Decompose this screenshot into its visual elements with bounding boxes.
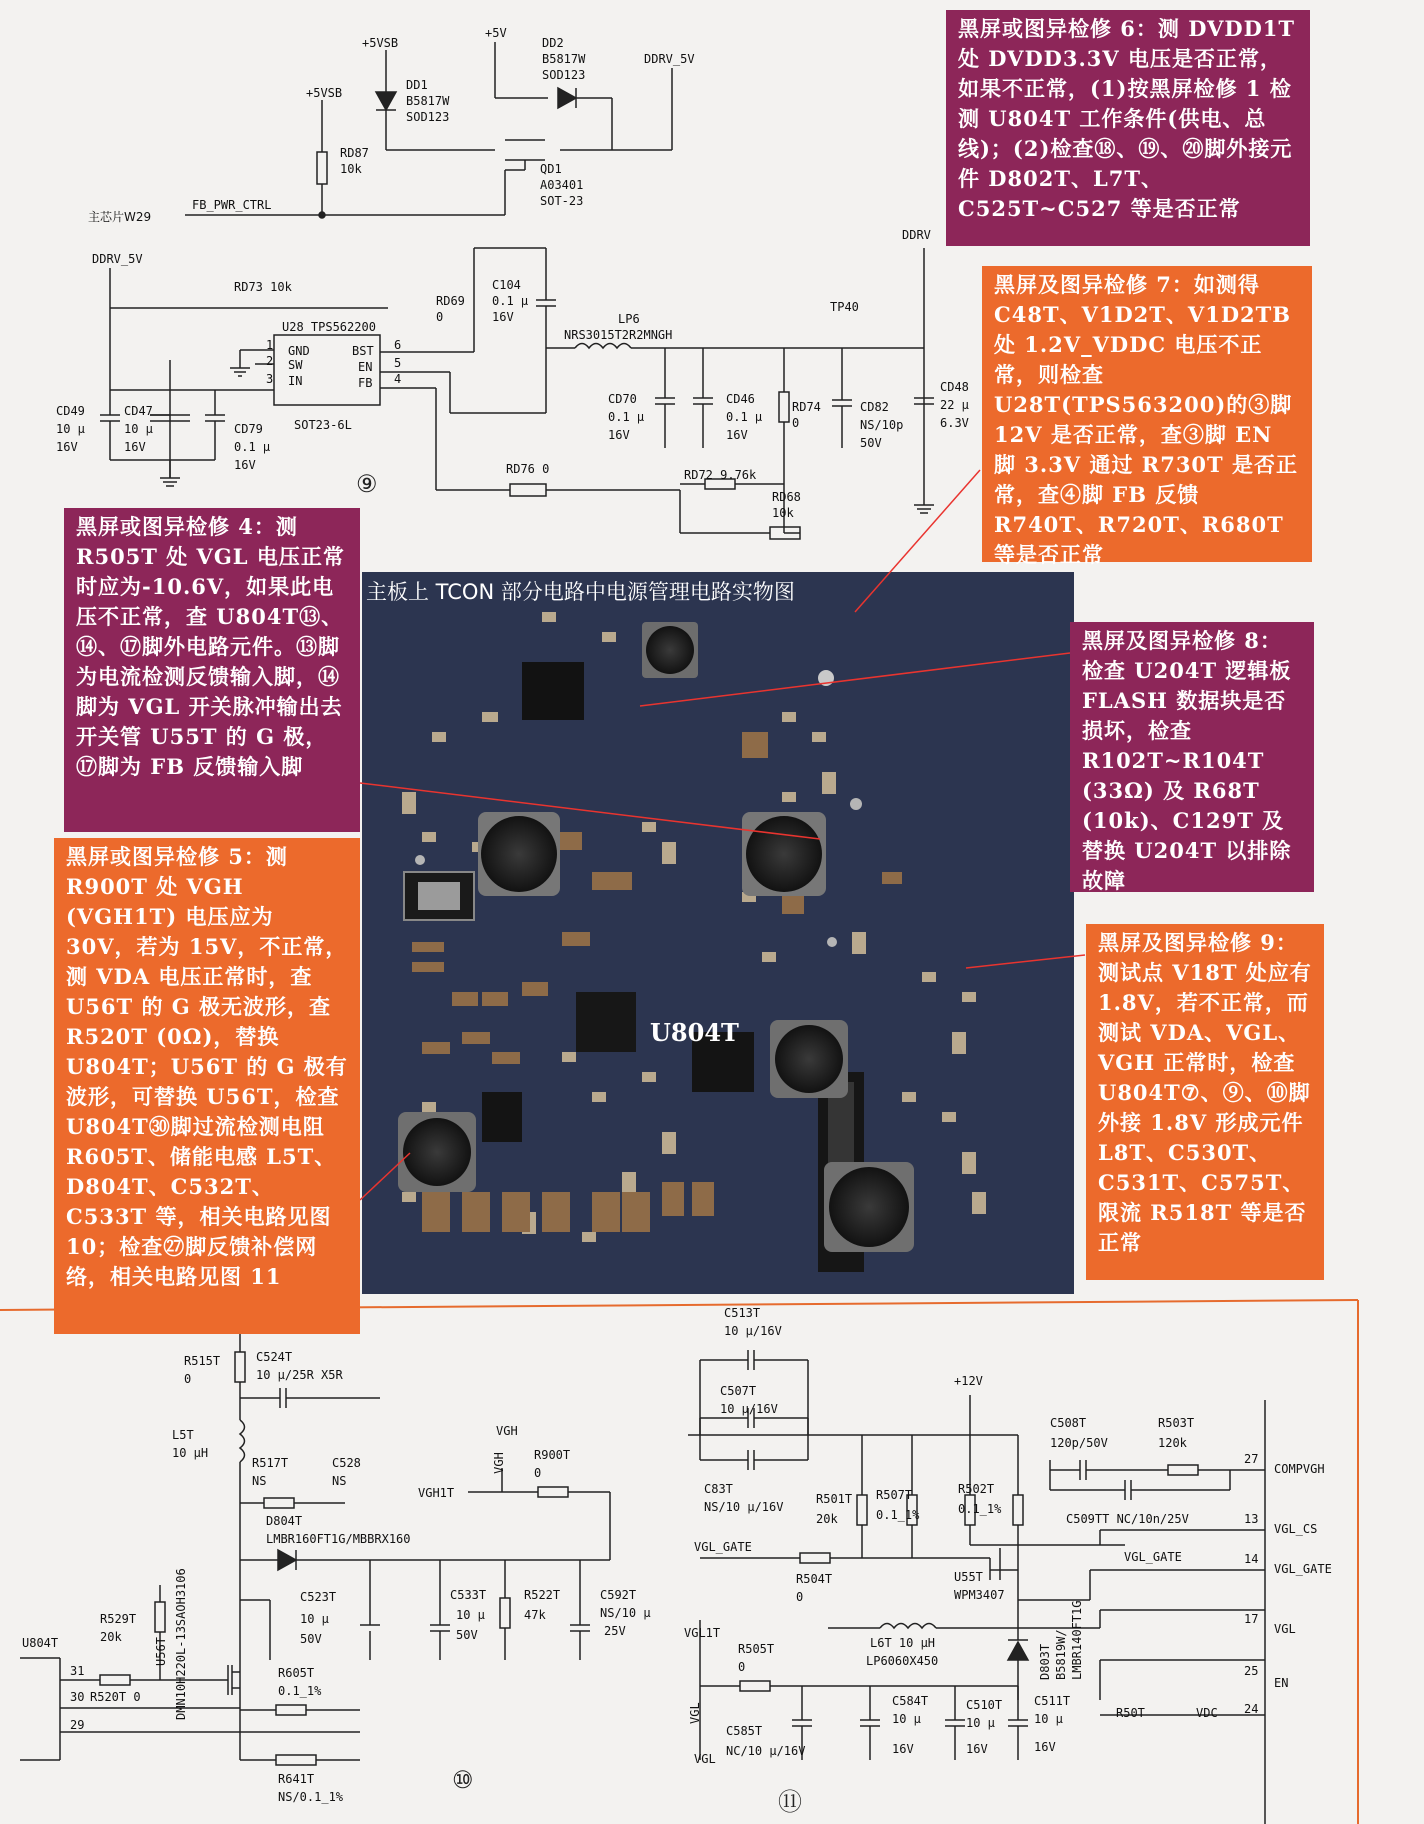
label-sot23: SOT23-6L [294,418,352,432]
label-5vsb: +5VSB [362,36,399,50]
label-cd82: CD82 [860,400,889,414]
label-dd2-pkg: SOD123 [542,68,586,82]
label-vdc: VDC [1196,1706,1218,1720]
label-rd74: RD74 [792,400,821,414]
label-cd48-voltage: 6.3V [940,416,969,430]
label-en: EN [1274,1676,1289,1690]
repair-note-8: 黑屏及图异检修 8：检查 U204T 逻辑板 FLASH 数据块是否损坏，检查 R102T~R104T (33Ω) 及 R68T (10k)、C129T 及替换 U204T 以排除故障 [1070,622,1314,892]
label-r507t: R507T [876,1488,913,1502]
label-c533t-voltage: 50V [456,1628,478,1642]
label-pin-5: 5 [394,356,402,370]
label-u28: U28 TPS562200 [282,320,376,334]
label-c511t-value: 10 μ [1034,1712,1063,1726]
label-cd49-value: 10 μ [56,422,85,436]
label-c510t-value: 10 μ [966,1716,995,1730]
label-c592t-value: NS/10 μ [600,1606,651,1620]
label-d803t-part: B5819W/ [1054,1629,1068,1680]
label-c585t: C585T [726,1724,763,1738]
label-pin-1: 1 [266,338,274,352]
label-l5t: L5T [172,1428,194,1442]
label-pin-29: 29 [70,1718,85,1732]
label-cd70-value: 0.1 μ [608,410,645,424]
label-c584t-value: 10 μ [892,1712,921,1726]
label-vgl-side: VGL [688,1702,702,1724]
label-cd49: CD49 [56,404,85,418]
label-pin-sw: SW [288,358,303,372]
label-cd70: CD70 [608,392,637,406]
label-cd48-value: 22 μ [940,398,969,412]
label-r515t-value: 0 [184,1372,192,1386]
label-d803t-part2: LMBR140FT1G [1070,1600,1084,1680]
label-pin-30: 30 [70,1690,85,1704]
label-c592t-voltage: 25V [604,1624,626,1638]
label-vgh-vertical: VGH [491,1452,506,1474]
label-cd47: CD47 [124,404,153,418]
label-pin-en: EN [358,360,373,374]
label-c523t-voltage: 50V [300,1632,322,1646]
label-l6t-part: LP6060X450 [866,1654,939,1668]
label-r522t: R522T [524,1588,561,1602]
label-u804t: U804T [22,1636,59,1650]
label-pin-13: 13 [1244,1512,1259,1526]
pcb-photo [362,572,1074,1294]
label-d804t-part: LMBR160FT1G/MBBRX160 [266,1532,411,1546]
label-r522t-value: 47k [524,1608,546,1622]
label-12v: +12V [954,1374,983,1388]
label-r515t: R515T [184,1354,221,1368]
label-ddrv: DDRV [902,228,931,242]
label-rd74-value: 0 [792,416,800,430]
label-cd82-value: NS/10p [860,418,904,432]
label-c523t: C523T [300,1590,337,1604]
label-rd73: RD73 10k [234,280,292,294]
label-qd1: QD1 [540,162,562,176]
label-dd1-part: B5817W [406,94,450,108]
label-rd87-value: 10k [340,162,362,176]
label-pin-bst: BST [352,344,374,358]
repair-note-9: 黑屏及图异检修 9：测试点 V18T 处应有 1.8V，若不正常，而测试 VDA、VGL、VGH 正常时，检查 U804T⑦、⑨、⑩脚外接 1.8V 形成元件 L8T、C530T、C531T、C575T、限流 R518T 等是否正常 [1086,924,1324,1280]
label-c584t-voltage: 16V [892,1742,914,1756]
label-r501t-value: 20k [816,1512,838,1526]
label-c511t-voltage: 16V [1034,1740,1056,1754]
label-c533t-value: 10 μ [456,1608,485,1622]
label-c533t: C533T [450,1588,487,1602]
label-r605t: R605T [278,1666,315,1680]
chip-label-u804t: U804T [650,1018,739,1047]
label-vgl1t: VGL1T [684,1626,721,1640]
label-d804t: D804T [266,1514,303,1528]
label-u56t-part: DMN10H220L-13SAOH3106 [174,1568,188,1720]
label-pin-gnd: GND [288,344,310,358]
label-c508t-value: 120p/50V [1050,1436,1108,1450]
label-r900t-value: 0 [534,1466,542,1480]
repair-note-7: 黑屏及图异检修 7：如测得 C48T、V1D2T、V1D2TB 处 1.2V_VDDC 电压不正常，则检查 U28T(TPS563200)的③脚 12V 是否正常，查③脚 EN 脚 3.3V 通过 R730T 是否正常，查④脚 FB 反馈 R740T、R720T、R680T 等是否正常 [982,266,1312,562]
repair-note-6: 黑屏或图异检修 6：测 DVDD1T 处 DVDD3.3V 电压是否正常，如果不正常，(1)按黑屏检修 1 检测 U804T 工作条件(供电、总线)；(2)检查⑱、⑲、⑳脚外接元件 D802T、L7T、C525T~C527 等是否正常 [946,10,1310,246]
label-c509t: C509TT NC/10n/25V [1066,1512,1189,1526]
label-pin-25: 25 [1244,1664,1259,1678]
label-lp6: LP6 [618,312,640,326]
label-c523t-value: 10 μ [300,1612,329,1626]
label-r641t-value: NS/0.1_1% [278,1790,344,1804]
label-ddrv5-top: DDRV_5V [644,52,695,66]
label-pin-3: 3 [266,372,274,386]
label-cd79-voltage: 16V [234,458,256,472]
label-dd1: DD1 [406,78,428,92]
label-r605t-value: 0.1_1% [278,1684,322,1698]
label-c83t-value: NS/10 μ/16V [704,1500,784,1514]
label-r502t: R502T [958,1482,995,1496]
label-r517t: R517T [252,1456,289,1470]
label-cd48: CD48 [940,380,969,394]
label-r501t: R501T [816,1492,853,1506]
label-c510t-voltage: 16V [966,1742,988,1756]
label-u56t: U56T [154,1637,168,1666]
label-cd47-voltage: 16V [124,440,146,454]
label-cd49-voltage: 16V [56,440,78,454]
label-cd46: CD46 [726,392,755,406]
label-c584t: C584T [892,1694,929,1708]
label-rd69-value: 0 [436,310,444,324]
label-r50t: R50T [1116,1706,1145,1720]
label-pin-24: 24 [1244,1702,1259,1716]
label-pin-17: 17 [1244,1612,1259,1626]
label-c511t: C511T [1034,1694,1071,1708]
label-r529t-value: 20k [100,1630,122,1644]
label-rd68: RD68 [772,490,801,504]
label-tp40: TP40 [830,300,859,314]
label-pin-14: 14 [1244,1552,1259,1566]
label-r520t: R520T 0 [90,1690,141,1704]
repair-note-4: 黑屏或图异检修 4：测 R505T 处 VGL 电压正常时应为-10.6V，如果此电压不正常，查 U804T⑬、⑭、⑰脚外电路元件。⑬脚为电流检测反馈输入脚，⑭脚为 VGL 开关脉冲输出去开关管 U55T 的 G 极，⑰脚为 FB 反馈输入脚 [64,508,360,832]
label-r900t: R900T [534,1448,571,1462]
label-cd79: CD79 [234,422,263,436]
label-dd2-part: B5817W [542,52,586,66]
label-u55t-part: WPM3407 [954,1588,1005,1602]
label-c513t-value: 10 μ/16V [724,1324,782,1338]
figure-number-9: ⑨ [356,470,378,498]
label-cd46-value: 0.1 μ [726,410,763,424]
label-c83t: C83T [704,1482,733,1496]
label-r504t-value: 0 [796,1590,804,1604]
label-dd1-pkg: SOD123 [406,110,450,124]
label-c524t: C524T [256,1350,293,1364]
label-r505t-value: 0 [738,1660,746,1674]
label-c528-value: NS [332,1474,347,1488]
label-pin-fb: FB [358,376,373,390]
label-cd82-voltage: 50V [860,436,882,450]
label-l6t: L6T 10 μH [870,1636,936,1650]
label-r503t-value: 120k [1158,1436,1187,1450]
label-r641t: R641T [278,1772,315,1786]
label-c510t: C510T [966,1698,1003,1712]
label-rd72: RD72 9.76k [684,468,757,482]
label-c524t-value: 10 μ/25R X5R [256,1368,343,1382]
label-c104-value: 0.1 μ [492,294,529,308]
figure-number-10: ⑩ [452,1766,474,1794]
label-pin-27: 27 [1244,1452,1259,1466]
label-c592t: C592T [600,1588,637,1602]
label-vgh: VGH [496,1424,518,1438]
label-r529t: R529T [100,1612,137,1626]
label-r503t: R503T [1158,1416,1195,1430]
pcb-artwork [362,572,1074,1294]
label-rd76: RD76 0 [506,462,550,476]
label-rd87: RD87 [340,146,369,160]
label-c528: C528 [332,1456,361,1470]
label-pin-6: 6 [394,338,402,352]
label-vgl-pin: VGL [1274,1622,1296,1636]
label-rd69: RD69 [436,294,465,308]
label-r505t: R505T [738,1642,775,1656]
label-r504t: R504T [796,1572,833,1586]
label-lp6-part: NRS3015T2R2MNGH [564,328,673,342]
label-vgh1t: VGH1T [418,1486,455,1500]
figure-number-11: ⑪ [778,1788,802,1816]
label-vgl-gate-2: VGL_GATE [1124,1550,1182,1564]
label-qd1-part: A03401 [540,178,584,192]
label-r507t-value: 0.1_1% [876,1508,920,1522]
label-cd70-voltage: 16V [608,428,630,442]
label-c513t: C513T [724,1306,761,1320]
label-vgl-gate: VGL_GATE [694,1540,752,1554]
label-5v: +5V [485,26,507,40]
label-c507t: C507T [720,1384,757,1398]
label-compvgh: COMPVGH [1274,1462,1325,1476]
label-d803t: D803T [1038,1643,1052,1680]
label-c104: C104 [492,278,521,292]
photo-title: 主板上 TCON 部分电路中电源管理电路实物图 [366,580,795,604]
label-vgl-bottom: VGL [694,1752,716,1766]
label-u55t: U55T [954,1570,983,1584]
label-pin-31: 31 [70,1664,85,1678]
label-vgl-gate-pin: VGL_GATE [1274,1562,1332,1576]
label-fb-pwr-ctrl: FB_PWR_CTRL [192,198,272,212]
label-c507t-value: 10 μ/16V [720,1402,778,1416]
label-r502t-value: 0.1_1% [958,1502,1002,1516]
label-rd68-value: 10k [772,506,794,520]
label-cd79-value: 0.1 μ [234,440,271,454]
label-qd1-pkg: SOT-23 [540,194,584,208]
label-pin-in: IN [288,374,303,388]
label-pin-2: 2 [266,354,274,368]
label-l5t-value: 10 μH [172,1446,209,1460]
label-dd2: DD2 [542,36,564,50]
label-c585t-value: NC/10 μ/16V [726,1744,806,1758]
label-r517t-value: NS [252,1474,267,1488]
label-ddrv5: DDRV_5V [92,252,143,266]
label-5vsb-2: +5VSB [306,86,343,100]
label-cd46-voltage: 16V [726,428,748,442]
label-cd47-value: 10 μ [124,422,153,436]
label-pin-4: 4 [394,372,402,386]
label-c104-voltage: 16V [492,310,514,324]
label-main-chip: 主芯片W29 [88,210,152,224]
repair-note-5: 黑屏或图异检修 5：测 R900T 处 VGH (VGH1T) 电压应为 30V，若为 15V，不正常，测 VDA 电压正常时，查 U56T 的 G 极无波形，查 R520T (0Ω)，替换 U804T；U56T 的 G 极有波形，可替换 U56T，检查 U804T㉚脚过流检测电阻 R605T、储能电感 L5T、D804T、C532T、C533T 等，相关电路见图 10；检查㉗脚反馈补偿网络，相关电路见图 11 [54,838,360,1334]
label-vgl-cs: VGL_CS [1274,1522,1318,1536]
label-c508t: C508T [1050,1416,1087,1430]
